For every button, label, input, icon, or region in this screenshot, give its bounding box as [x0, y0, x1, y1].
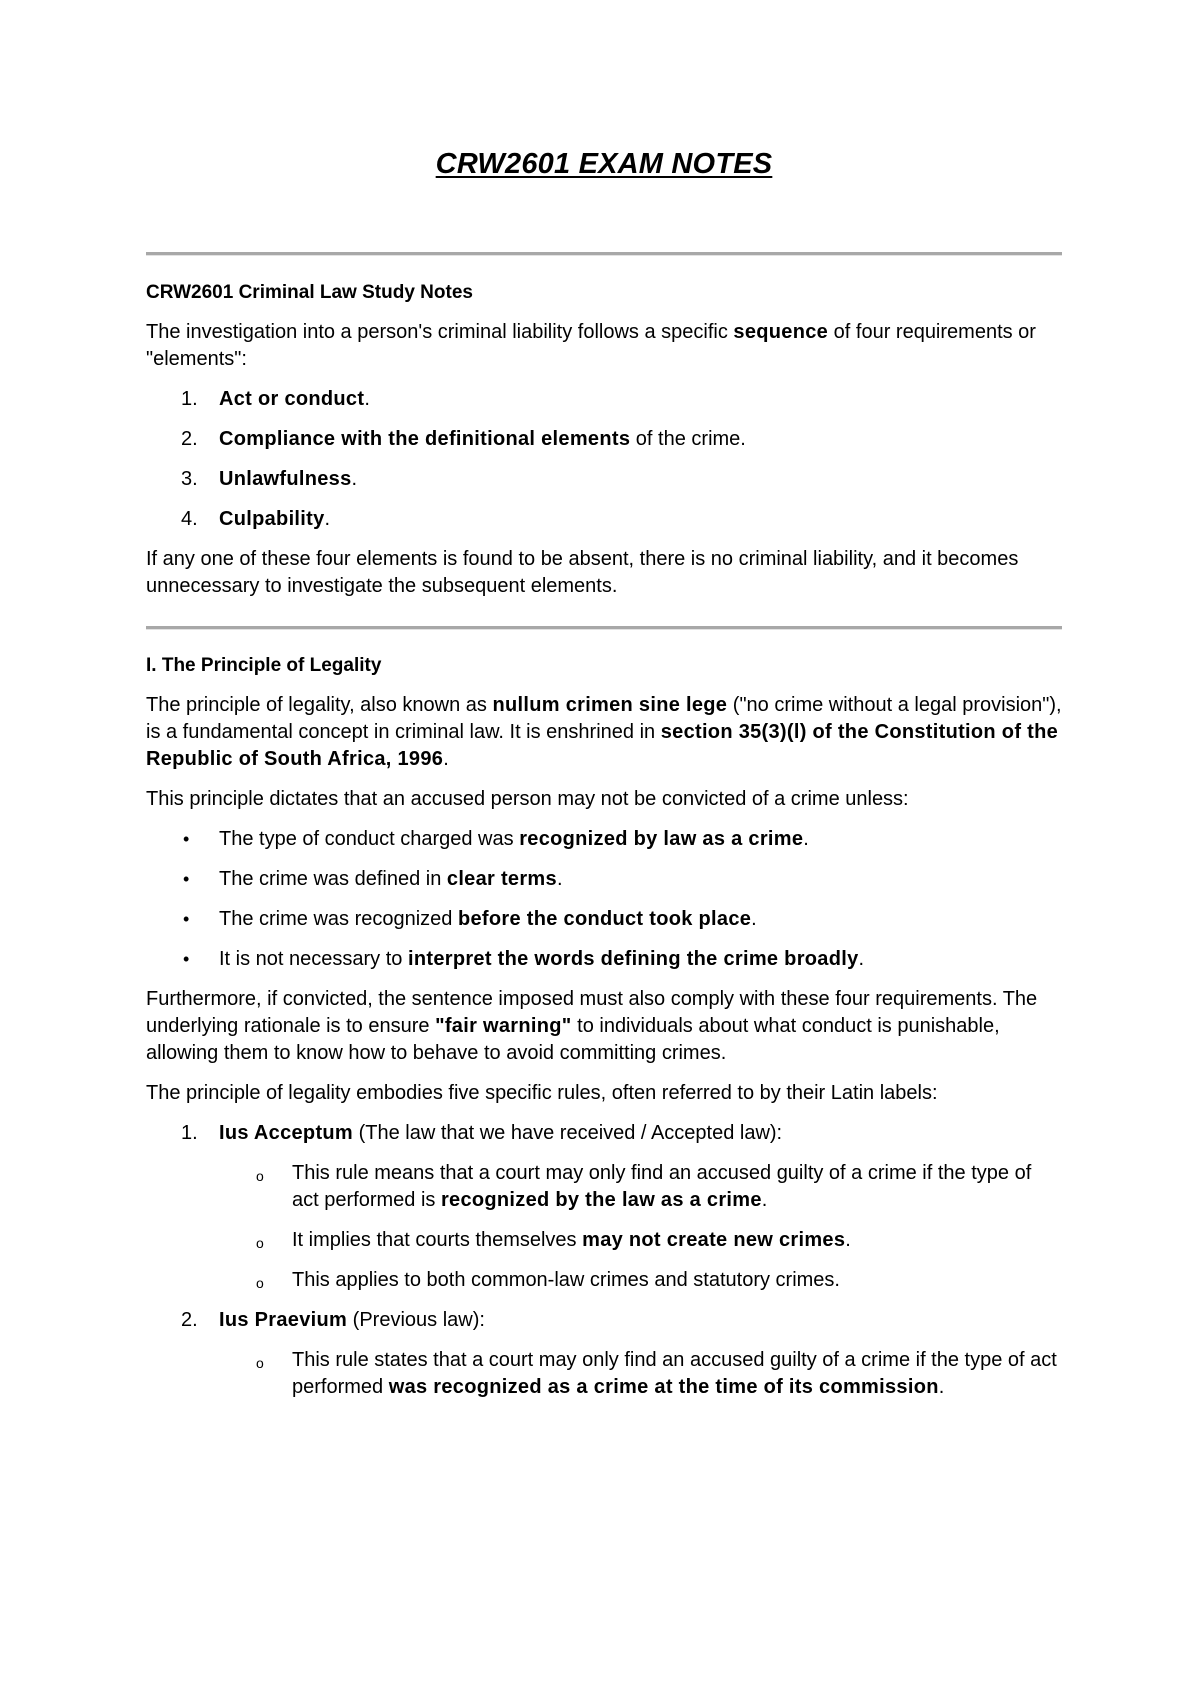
sub-bold: may not create new crimes — [582, 1229, 846, 1251]
bullet-bold: recognized by law as a crime — [519, 828, 804, 850]
intro-conclusion: If any one of these four elements is found to be absent, there is no criminal liability, and it becomes unnecessary to investigate the subsequent elements. — [146, 548, 1019, 597]
list-item — [146, 826, 1062, 853]
sub-list-item — [146, 1160, 1062, 1214]
fair-warning-bold: "fair warning" — [435, 1015, 572, 1037]
rule-description: (The law that we have received / Accepted law): — [353, 1122, 783, 1144]
latin-term: nullum crimen sine lege — [492, 694, 728, 716]
element-name: Culpability — [219, 508, 325, 530]
legality-p1-text: The principle of legality, also known as — [146, 694, 493, 716]
bullet-end: . — [858, 948, 865, 970]
element-rest: . — [364, 388, 370, 410]
element-name: Unlawfulness — [219, 468, 352, 490]
sub-end: . — [761, 1189, 768, 1211]
bullet-end: . — [803, 828, 809, 850]
sub-text: This applies to both common-law crimes and statutory crimes. — [292, 1269, 840, 1291]
bullet-icon: • — [183, 909, 190, 929]
conditions-list — [146, 826, 1062, 973]
bullet-bold: interpret the words defining the crime broadly — [407, 948, 859, 970]
rule-description: (Previous law): — [347, 1309, 485, 1331]
rule-item — [146, 1120, 1062, 1147]
bullet-icon: • — [183, 949, 190, 969]
five-rules-intro: The principle of legality embodies five specific rules, often referred to by their Latin labels: — [146, 1082, 938, 1104]
bullet-text: It is not necessary to — [219, 948, 408, 970]
bullet-text: The type of conduct charged was — [219, 828, 520, 850]
horizontal-rule — [146, 626, 1062, 630]
fair-warning-text: Furthermore, if convicted, the sentence imposed must also comply with these four requirements. The underlying rationale is to ensure — [146, 988, 1038, 1037]
elements-list — [146, 386, 1062, 533]
bullet-bold: before the conduct took place — [457, 908, 752, 930]
sub-text: It implies that courts themselves — [292, 1229, 583, 1251]
circle-bullet-icon: o — [256, 1235, 264, 1251]
legality-p1-text-mid: ("no crime without a legal provision"), is a fundamental concept in criminal law. It is enshrined in — [146, 694, 1062, 743]
bullet-text: The crime was recognized — [219, 908, 458, 930]
bullet-end: . — [751, 908, 757, 930]
list-number: 2. — [181, 428, 198, 450]
list-number: 2. — [181, 1309, 198, 1331]
sub-bold: recognized by the law as a crime — [440, 1189, 762, 1211]
list-item — [146, 426, 1062, 453]
fair-warning-text-end: to individuals about what conduct is punishable, allowing them to know how to behave to avoid committing crimes. — [146, 1015, 1000, 1064]
rules-list — [146, 1120, 1062, 1401]
bullet-end: . — [556, 868, 563, 890]
intro-p1-text: The investigation into a person's criminal liability follows a specific — [146, 321, 734, 343]
sub-text: This rule means that a court may only find an accused guilty of a crime if the type of act performed is — [292, 1162, 1032, 1211]
list-item — [146, 466, 1062, 493]
legality-p1-end: . — [443, 748, 449, 770]
circle-bullet-icon: o — [256, 1275, 264, 1291]
legality-section — [146, 652, 1062, 1401]
constitution-reference: section 35(3)(l) of the Constitution of the Republic of South Africa, 1996 — [146, 721, 1059, 770]
element-rest: of the crime. — [630, 428, 746, 450]
fair-warning-paragraph — [146, 986, 1062, 1067]
legality-intro-sentence: This principle dictates that an accused person may not be convicted of a crime unless: — [146, 788, 909, 810]
bullet-text: The crime was defined in — [219, 868, 447, 890]
list-item — [146, 506, 1062, 533]
rule-item — [146, 1307, 1062, 1334]
list-number: 1. — [181, 388, 198, 410]
sub-list-item — [146, 1347, 1062, 1401]
horizontal-rule — [146, 252, 1062, 256]
sub-end: . — [938, 1376, 945, 1398]
bullet-icon: • — [183, 869, 190, 889]
bullet-bold: clear terms — [446, 868, 557, 890]
intro-heading: CRW2601 Criminal Law Study Notes — [146, 282, 473, 303]
list-item — [146, 386, 1062, 413]
sub-text: This rule states that a court may only find an accused guilty of a crime if the type of act performed — [292, 1349, 1057, 1398]
intro-paragraph — [146, 319, 1062, 373]
circle-bullet-icon: o — [256, 1168, 264, 1184]
element-rest: . — [324, 508, 331, 530]
sub-bold: was recognized as a crime at the time of its commission — [388, 1376, 939, 1398]
legality-heading: I. The Principle of Legality — [146, 655, 382, 676]
list-number: 4. — [181, 508, 198, 530]
list-item — [146, 866, 1062, 893]
intro-section — [146, 279, 1062, 600]
intro-p1-text-end: of four requirements or "elements": — [146, 321, 1036, 370]
circle-bullet-icon: o — [256, 1355, 264, 1371]
list-item — [146, 946, 1062, 973]
legality-paragraph — [146, 692, 1062, 773]
intro-p1-bold: sequence — [733, 321, 829, 343]
sub-list-item — [146, 1267, 1062, 1294]
rule-name: Ius Praevium — [219, 1309, 348, 1331]
document-title: CRW2601 EXAM NOTES — [435, 148, 773, 180]
element-name: Compliance with the definitional elements — [219, 428, 631, 450]
list-item — [146, 906, 1062, 933]
sub-end: . — [845, 1229, 851, 1251]
list-number: 3. — [181, 468, 198, 490]
rule-name: Ius Acceptum — [219, 1122, 354, 1144]
list-number: 1. — [181, 1122, 198, 1144]
bullet-icon: • — [183, 829, 190, 849]
sub-list-item — [146, 1227, 1062, 1254]
element-rest: . — [351, 468, 358, 490]
element-name: Act or conduct — [219, 388, 365, 410]
